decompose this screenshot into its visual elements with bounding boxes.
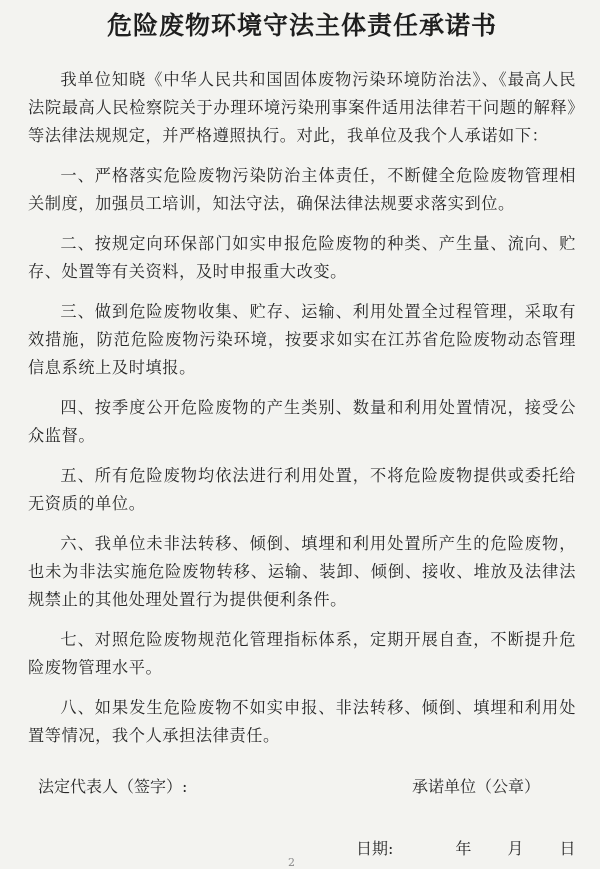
page-number: 2 <box>288 856 295 869</box>
commitment-item-8: 八、如果发生危险废物不如实申报、非法转移、倾倒、填埋和利用处置等情况，我个人承担法律责任。 <box>28 698 576 745</box>
date-day-label: 日 <box>559 839 576 858</box>
intro-paragraph: 我单位知晓《中华人民共和国固体废物污染环境防治法》、《最高人民法院最高人民检察院关于办理环境污染刑事案件适用法律若干问题的解释》等法律法规规定，并严格遵照执行。对此，我单位及我个人承诺如下： <box>28 70 576 145</box>
date-label: 日期: <box>356 839 394 858</box>
commitment-item-4: 四、按季度公开危险废物的产生类别、数量和利用处置情况，接受公众监督。 <box>28 398 576 445</box>
document-title: 危险废物环境守法主体责任承诺书 <box>106 11 497 40</box>
commitment-item-1: 一、严格落实危险废物污染防治主体责任，不断健全危险废物管理相关制度，加强员工培训，知法守法，确保法律法规要求落实到位。 <box>28 166 576 213</box>
date-row <box>356 836 575 859</box>
commitment-item-6: 六、我单位未非法转移、倾倒、填埋和利用处置所产生的危险废物，也未为非法实施危险废物转移、运输、装卸、倾倒、接收、堆放及法律法规禁止的其他处理处置行为提供便利条件。 <box>28 534 576 609</box>
committing-unit-seal-label: 承诺单位（公章） <box>411 777 540 796</box>
legal-representative-signature-label: 法定代表人（签字）: <box>38 777 188 796</box>
commitment-item-7: 七、对照危险废物规范化管理指标体系，定期开展自查，不断提升危险废物管理水平。 <box>28 630 576 677</box>
commitment-item-2: 二、按规定向环保部门如实申报危险废物的种类、产生量、流向、贮存、处置等有关资料，及时申报重大改变。 <box>28 234 576 281</box>
signature-row <box>38 774 540 797</box>
document-body <box>28 66 576 750</box>
date-year-label: 年 <box>455 839 472 858</box>
date-month-label: 月 <box>507 839 524 858</box>
commitment-item-5: 五、所有危险废物均依法进行利用处置，不将危险废物提供或委托给无资质的单位。 <box>28 466 576 513</box>
commitment-item-3: 三、做到危险废物收集、贮存、运输、利用处置全过程管理，采取有效措施，防范危险废物污染环境，按要求如实在江苏省危险废物动态管理信息系统上及时填报。 <box>28 302 576 377</box>
